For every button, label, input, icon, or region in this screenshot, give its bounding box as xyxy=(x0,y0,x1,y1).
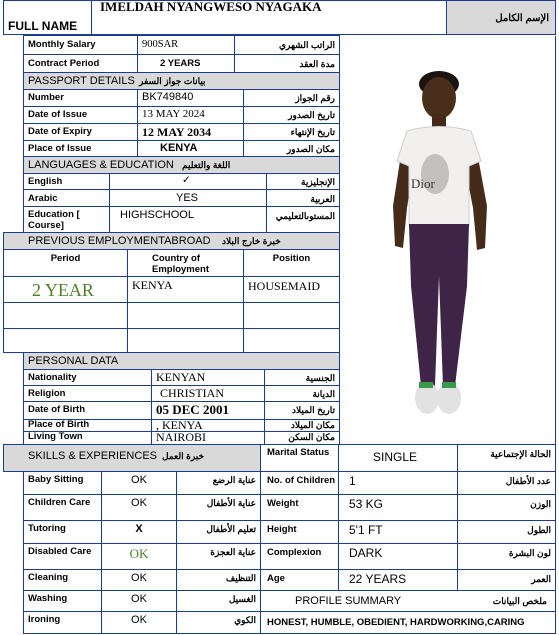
children-care-ar: عناية الأطفال xyxy=(206,498,256,508)
disabled-care-ar: عناية العجزة xyxy=(210,547,256,557)
contract-ar-cell xyxy=(234,54,340,73)
cleaning-value: OK xyxy=(131,572,147,584)
disabled-care-ar-cell xyxy=(176,543,261,570)
english-check-icon: ✓ xyxy=(182,174,191,186)
arabic-ar: العربية xyxy=(310,194,335,204)
living-town-ar: مكان السكن xyxy=(288,432,335,442)
nationality-value: KENYAN xyxy=(156,370,206,384)
washing-ar: الغسيل xyxy=(228,594,256,604)
nationality-ar-cell xyxy=(264,369,340,386)
emp-col-position-label: Position xyxy=(272,253,311,264)
tutoring-value: X xyxy=(135,523,143,535)
issue-date-value-cell xyxy=(137,106,244,124)
skills-section-header xyxy=(3,444,261,472)
tutoring-label-cell xyxy=(23,520,102,544)
salary-value-cell xyxy=(137,35,235,55)
arabic-value: YES xyxy=(176,192,199,204)
height-ar: الطول xyxy=(527,525,551,535)
education-ar: المستوىالتعليمي xyxy=(275,211,335,221)
place-of-issue-ar-cell xyxy=(243,140,340,157)
age-ar-cell xyxy=(457,569,556,591)
arabic-ar-cell xyxy=(266,189,340,207)
place-of-birth-ar: مكان الميلاد xyxy=(290,420,335,430)
emp-position-value: HOUSEMAID xyxy=(248,279,320,293)
tutoring-ar: تعليم الأطفال xyxy=(206,524,256,534)
marital-status-label: Marital Status xyxy=(267,447,330,458)
full-name-ar: الإسم الكامل xyxy=(495,13,549,24)
complexion-ar-cell xyxy=(457,543,556,570)
children-care-ar-cell xyxy=(176,494,261,521)
marital-status-value-cell xyxy=(338,444,458,472)
employment-title-ar: خبرة خارج البلاد xyxy=(222,236,281,246)
candidate-photo xyxy=(341,36,556,444)
emp-empty-cell xyxy=(3,302,128,329)
disabled-care-label-cell xyxy=(23,543,102,570)
religion-value: CHRISTIAN xyxy=(160,386,225,400)
emp-col-country xyxy=(127,249,244,277)
arabic-value-cell xyxy=(109,189,267,207)
living-town-label-cell xyxy=(23,431,152,445)
english-label-cell xyxy=(23,173,110,190)
ironing-ar: الكوي xyxy=(234,615,256,625)
washing-label-cell xyxy=(23,590,102,612)
cleaning-label-cell xyxy=(23,569,102,591)
complexion-ar: لون البشرة xyxy=(508,548,551,558)
emp-position-cell xyxy=(243,276,340,303)
issue-date-value: 13 MAY 2024 xyxy=(142,108,205,120)
age-value: 22 YEARS xyxy=(349,572,407,586)
children-count-ar-cell xyxy=(457,471,556,495)
washing-value: OK xyxy=(131,593,147,605)
skills-title-ar: خبرة العمل xyxy=(162,451,205,461)
issue-date-ar-cell xyxy=(243,106,340,124)
emp-country-cell xyxy=(127,276,244,303)
baby-sitting-value-cell xyxy=(101,471,177,495)
emp-period-value: 2 YEAR xyxy=(32,280,94,300)
weight-label: Weight xyxy=(267,498,299,509)
place-of-birth-value: , KENYA xyxy=(156,418,203,432)
issue-date-label: Date of Issue xyxy=(28,109,88,120)
date-of-birth-label: Date of Birth xyxy=(28,404,85,415)
salary-value: 900SAR xyxy=(142,39,179,50)
weight-value-cell xyxy=(338,494,458,521)
english-ar-cell xyxy=(266,173,340,190)
education-label: Education [ Course] xyxy=(28,209,80,231)
employment-section-header xyxy=(3,232,340,250)
baby-sitting-label: Baby Sitting xyxy=(28,474,84,485)
marital-status-value: SINGLE xyxy=(373,450,418,464)
ironing-label-cell xyxy=(23,611,102,634)
religion-label: Religion xyxy=(28,388,66,399)
weight-label-cell xyxy=(260,494,339,521)
marital-status-ar-cell xyxy=(457,444,556,472)
expiry-date-ar: تاريخ الإنتهاء xyxy=(290,127,335,137)
complexion-value: DARK xyxy=(349,546,383,560)
number-ar-cell xyxy=(243,89,340,107)
marital-status-label-cell xyxy=(260,444,339,472)
english-label: English xyxy=(28,176,63,187)
arabic-label: Arabic xyxy=(28,193,58,204)
living-town-value-cell xyxy=(151,431,265,445)
children-care-label: Children Care xyxy=(28,497,91,508)
emp-col-position xyxy=(243,249,340,277)
contract-label: Contract Period xyxy=(28,58,100,69)
emp-period-cell xyxy=(3,276,128,303)
weight-ar: الوزن xyxy=(530,499,551,509)
nationality-label: Nationality xyxy=(28,372,77,383)
children-count-label: No. of Children xyxy=(267,475,336,486)
tutoring-value-cell xyxy=(101,520,177,544)
salary-label: Monthly Salary xyxy=(28,39,96,50)
expiry-date-label-cell xyxy=(23,123,138,141)
expiry-date-value: 12 MAY 2034 xyxy=(142,125,212,139)
children-care-value-cell xyxy=(101,494,177,521)
emp-empty-cell xyxy=(127,328,244,353)
ironing-label: Ironing xyxy=(28,614,61,625)
disabled-care-value: OK xyxy=(129,546,149,561)
nationality-value-cell xyxy=(151,369,265,386)
cleaning-value-cell xyxy=(101,569,177,591)
children-care-value: OK xyxy=(131,497,147,509)
salary-label-cell xyxy=(23,35,138,55)
emp-empty-cell xyxy=(3,328,128,353)
expiry-date-label: Date of Expiry xyxy=(28,126,92,137)
height-ar-cell xyxy=(457,520,556,544)
age-value-cell xyxy=(338,569,458,591)
full-name-label: FULL NAME xyxy=(8,19,78,33)
age-label-cell xyxy=(260,569,339,591)
weight-value: 53 KG xyxy=(349,497,384,511)
washing-ar-cell xyxy=(176,590,261,612)
ironing-value: OK xyxy=(131,614,147,626)
contract-value-cell xyxy=(137,54,235,73)
height-label: Height xyxy=(267,524,297,535)
profile-summary-cell xyxy=(260,611,556,634)
full-name-value-cell xyxy=(91,0,447,35)
children-count-label-cell xyxy=(260,471,339,495)
height-label-cell xyxy=(260,520,339,544)
number-value-cell xyxy=(137,89,244,107)
english-value-cell xyxy=(109,173,267,190)
emp-col-country-label: Country of Employment xyxy=(152,253,210,275)
profile-text: HONEST, HUMBLE, OBEDIENT, HARDWORKING,CARING xyxy=(267,617,525,628)
person-illustration xyxy=(341,36,554,444)
place-of-issue-ar: مكان الصدور xyxy=(286,144,335,154)
emp-col-period xyxy=(3,249,128,277)
age-ar: العمر xyxy=(531,574,551,584)
religion-label-cell xyxy=(23,385,152,402)
children-care-label-cell xyxy=(23,494,102,521)
number-label: Number xyxy=(28,92,64,103)
ironing-value-cell xyxy=(101,611,177,634)
contract-label-cell xyxy=(23,54,138,73)
languages-title: LANGUAGES & EDUCATION xyxy=(28,159,174,171)
salary-ar-cell xyxy=(234,35,340,55)
religion-ar: الديانة xyxy=(312,389,335,399)
disabled-care-value-cell xyxy=(101,543,177,570)
tutoring-label: Tutoring xyxy=(28,523,66,534)
place-of-issue-value-cell xyxy=(137,140,244,157)
skills-title: SKILLS & EXPERIENCES xyxy=(28,450,157,462)
religion-value-cell xyxy=(151,385,265,402)
baby-sitting-label-cell xyxy=(23,471,102,495)
place-of-birth-label: Place of Birth xyxy=(28,419,90,430)
issue-date-ar: تاريخ الصدور xyxy=(288,110,335,120)
cleaning-label: Cleaning xyxy=(28,572,69,583)
expiry-date-ar-cell xyxy=(243,123,340,141)
languages-section-header xyxy=(23,156,340,174)
emp-country-value: KENYA xyxy=(132,278,173,292)
full-name-ar-cell xyxy=(446,0,556,35)
complexion-label: Complexion xyxy=(267,547,322,558)
contract-value: 2 YEARS xyxy=(160,58,201,69)
living-town-ar-cell xyxy=(264,431,340,445)
passport-section-header xyxy=(23,72,340,90)
employment-title: PREVIOUS EMPLOYMENTABROAD xyxy=(28,235,211,247)
education-label-cell xyxy=(23,206,110,233)
nationality-label-cell xyxy=(23,369,152,386)
date-of-birth-ar-cell xyxy=(264,401,340,420)
children-count-value-cell xyxy=(338,471,458,495)
disabled-care-label: Disabled Care xyxy=(28,546,92,557)
education-ar-cell xyxy=(266,206,340,233)
emp-empty-cell xyxy=(243,302,340,329)
shirt-print-text: Dior xyxy=(411,176,435,191)
salary-ar: الراتب الشهري xyxy=(279,40,335,50)
emp-empty-cell xyxy=(243,328,340,353)
marital-status-ar: الحالة الإجتماعية xyxy=(490,449,551,459)
personal-title: PERSONAL DATA xyxy=(28,355,119,367)
full-name-label-cell xyxy=(3,0,92,35)
weight-ar-cell xyxy=(457,494,556,521)
place-of-issue-label-cell xyxy=(23,140,138,157)
emp-col-period-label: Period xyxy=(50,253,81,264)
tutoring-ar-cell xyxy=(176,520,261,544)
living-town-value: NAIROBI xyxy=(156,430,206,444)
living-town-label: Living Town xyxy=(28,431,83,442)
complexion-label-cell xyxy=(260,543,339,570)
languages-title-ar: اللغة والتعليم xyxy=(182,160,231,170)
age-label: Age xyxy=(267,573,285,584)
baby-sitting-ar-cell xyxy=(176,471,261,495)
full-name-value: IMELDAH NYANGWESO NYAGAKA xyxy=(100,0,322,14)
complexion-value-cell xyxy=(338,543,458,570)
education-value-cell xyxy=(109,206,267,233)
washing-value-cell xyxy=(101,590,177,612)
personal-section-header xyxy=(23,352,340,370)
english-ar: الإنجليزية xyxy=(301,177,335,187)
height-value-cell xyxy=(338,520,458,544)
washing-label: Washing xyxy=(28,593,68,604)
religion-ar-cell xyxy=(264,385,340,402)
ironing-ar-cell xyxy=(176,611,261,634)
date-of-birth-value: 05 DEC 2001 xyxy=(156,402,229,417)
emp-empty-cell xyxy=(127,302,244,329)
issue-date-label-cell xyxy=(23,106,138,124)
children-count-value: 1 xyxy=(349,474,356,488)
expiry-date-value-cell xyxy=(137,123,244,141)
number-label-cell xyxy=(23,89,138,107)
passport-title-ar: بيانات جواز السفر xyxy=(139,76,206,86)
children-count-ar: عدد الأطفال xyxy=(505,476,551,486)
education-value: HIGHSCHOOL xyxy=(120,209,194,221)
profile-summary-header xyxy=(260,590,556,612)
date-of-birth-ar: تاريخ الميلاد xyxy=(292,405,335,415)
passport-title: PASSPORT DETAILS xyxy=(28,75,135,87)
baby-sitting-ar: عناية الرضع xyxy=(212,475,256,485)
nationality-ar: الجنسية xyxy=(305,373,335,383)
height-value: 5'1 FT xyxy=(349,523,383,537)
profile-title-ar: ملخص البيانات xyxy=(492,596,547,606)
contract-ar: مدة العقد xyxy=(299,59,335,69)
arabic-label-cell xyxy=(23,189,110,207)
date-of-birth-label-cell xyxy=(23,401,152,420)
baby-sitting-value: OK xyxy=(131,474,147,486)
cleaning-ar: التنظيف xyxy=(225,573,256,583)
place-of-issue-value: KENYA xyxy=(160,142,198,154)
cleaning-ar-cell xyxy=(176,569,261,591)
number-ar: رقم الجواز xyxy=(295,93,335,103)
number-value: BK749840 xyxy=(142,91,194,103)
profile-title: PROFILE SUMMARY xyxy=(295,595,402,607)
place-of-issue-label: Place of Issue xyxy=(28,143,92,154)
